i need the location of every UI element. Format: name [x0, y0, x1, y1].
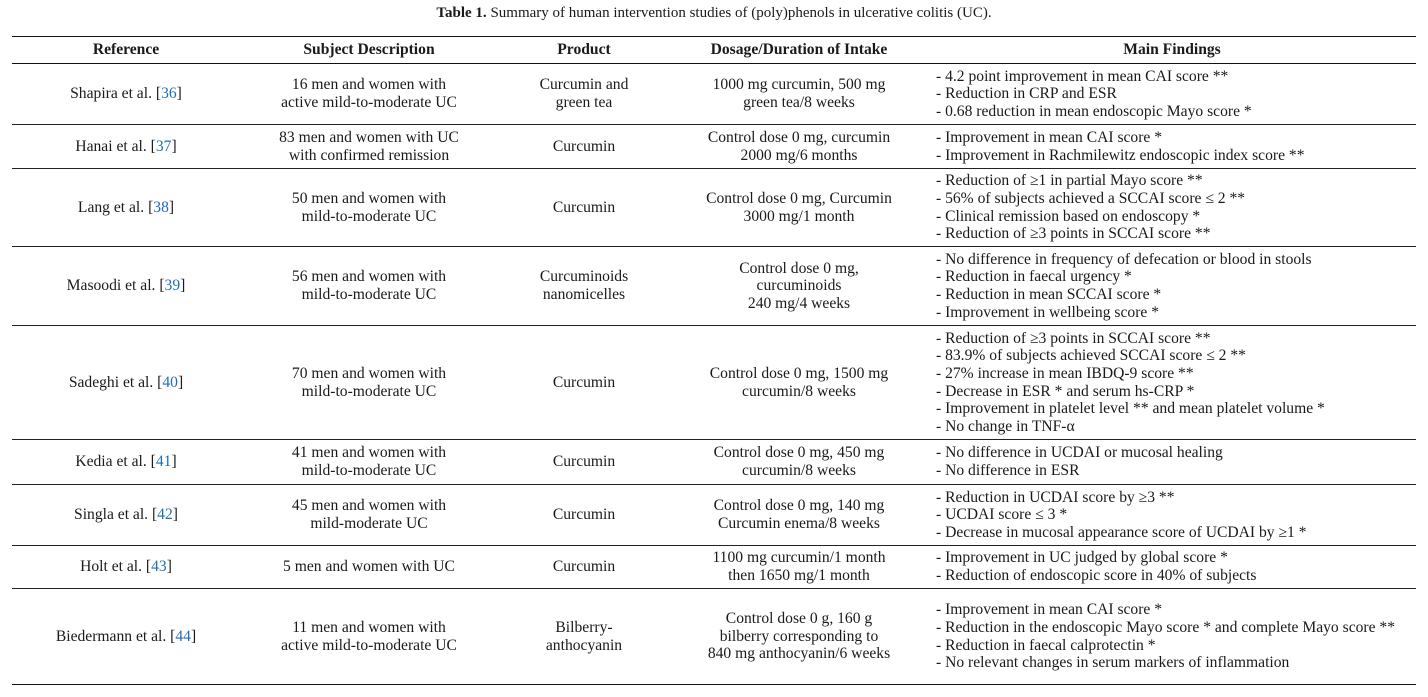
dosage-line: Control dose 0 g, 160 g	[725, 610, 873, 628]
dosage-line: 1100 mg curcumin/1 month	[712, 549, 886, 567]
finding-item: - Reduction in faecal calprotectin *	[936, 636, 1156, 654]
reference-cell: Sadeghi et al. [40]	[68, 373, 184, 391]
table-row	[12, 546, 1416, 589]
dosage-line: Control dose 0 mg, 450 mg	[713, 444, 885, 462]
subject-description-line: mild-to-moderate UC	[301, 286, 437, 303]
finding-item: - Reduction of ≥1 in partial Mayo score **	[936, 172, 1203, 190]
subject-description-cell	[240, 169, 498, 247]
reference-link[interactable]: 36	[161, 85, 177, 103]
main-findings-cell	[928, 485, 1416, 546]
reference-author: Shapira et al.	[70, 85, 152, 103]
reference-author: Biedermann et al.	[55, 627, 167, 645]
product-cell	[498, 326, 670, 440]
reference-link[interactable]: 38	[153, 198, 169, 216]
product-line: Curcuminoids	[539, 268, 629, 286]
table-caption-text: Summary of human intervention studies of (poly)phenols in ulcerative colitis (UC).	[490, 5, 992, 21]
finding-item: - 0.68 reduction in mean endoscopic Mayo score *	[936, 102, 1252, 120]
finding-item: - 4.2 point improvement in mean CAI score **	[936, 67, 1229, 85]
reference-author: Holt et al.	[80, 558, 143, 576]
dosage-line: 1000 mg curcumin, 500 mg	[712, 76, 886, 94]
dosage-cell	[670, 247, 928, 326]
reference-author: Kedia et al.	[75, 453, 147, 471]
reference-link[interactable]: 42	[157, 506, 173, 524]
reference-cell: Kedia et al. [41]	[75, 453, 177, 471]
main-findings-cell	[928, 125, 1416, 169]
finding-item: - Reduction in UCDAI score by ≥3 **	[936, 488, 1175, 506]
subject-description-line: with confirmed remission	[288, 146, 450, 164]
finding-item: - No difference in UCDAI or mucosal healing	[936, 444, 1223, 462]
finding-item: - No relevant changes in serum markers of inflammation	[936, 654, 1290, 672]
product-line: nanomicelles	[542, 286, 626, 303]
table-row	[12, 440, 1416, 485]
dosage-line: Curcumin enema/8 weeks	[718, 515, 880, 532]
dosage-line: green tea/8 weeks	[743, 94, 855, 111]
main-findings-cell	[928, 64, 1416, 125]
product-cell	[498, 546, 670, 589]
reference-author: Sadeghi et al.	[68, 373, 154, 391]
reference-link[interactable]: 41	[155, 453, 172, 471]
reference-cell: Lang et al. [38]	[77, 198, 175, 216]
dosage-line: 2000 mg/6 months	[740, 146, 858, 164]
finding-item: - Improvement in platelet level ** and mean platelet volume *	[936, 400, 1325, 418]
subject-description-line: 70 men and women with	[291, 364, 447, 382]
dosage-cell	[670, 485, 928, 546]
subject-description-cell	[240, 440, 498, 485]
subject-description-cell	[240, 64, 498, 125]
product-line: Bilberry-	[555, 618, 613, 636]
product-line: anthocyanin	[545, 636, 623, 654]
dosage-line: curcuminoids	[756, 277, 842, 295]
dosage-line: Control dose 0 mg, Curcumin	[706, 189, 892, 207]
product-cell	[498, 589, 670, 685]
table-row	[12, 247, 1416, 326]
subject-description-line: mild-to-moderate UC	[301, 207, 437, 225]
subject-description-line: 5 men and women with UC	[283, 558, 455, 576]
reference-link[interactable]: 37	[155, 137, 172, 155]
product-line: Curcumin	[552, 373, 616, 391]
product-line: Curcumin	[552, 506, 616, 524]
subject-description-cell	[240, 125, 498, 169]
product-cell	[498, 247, 670, 326]
product-cell	[498, 125, 670, 169]
dosage-line: Control dose 0 mg, curcumin	[707, 128, 891, 146]
subject-description-line: mild-to-moderate UC	[301, 382, 437, 400]
product-line: Curcumin	[552, 198, 616, 216]
finding-item: - Reduction in CRP and ESR	[936, 85, 1117, 103]
finding-item: - 27% increase in mean IBDQ-9 score **	[936, 364, 1194, 382]
reference-link[interactable]: 44	[175, 627, 191, 645]
dosage-line: curcumin/8 weeks	[742, 382, 856, 400]
reference-cell: Masoodi et al. [39]	[66, 277, 186, 295]
finding-item: - Improvement in mean CAI score *	[936, 128, 1163, 146]
dosage-cell	[670, 589, 928, 685]
dosage-line: Control dose 0 mg,	[739, 259, 859, 277]
table-row	[12, 125, 1416, 169]
dosage-cell	[670, 64, 928, 125]
dosage-cell	[670, 326, 928, 440]
reference-link[interactable]: 43	[151, 558, 167, 576]
subject-description-cell	[240, 247, 498, 326]
dosage-line: 240 mg/4 weeks	[747, 294, 851, 312]
finding-item: - No difference in ESR	[936, 462, 1080, 479]
main-findings-cell	[928, 169, 1416, 247]
finding-item: - Reduction of ≥3 points in SCCAI score **	[936, 225, 1211, 243]
reference-cell: Singla et al. [42]	[74, 506, 178, 524]
finding-item: - Reduction of ≥3 points in SCCAI score **	[936, 329, 1211, 347]
studies-table	[12, 36, 1416, 685]
dosage-cell	[670, 546, 928, 589]
dosage-cell	[670, 169, 928, 247]
finding-item: - No difference in frequency of defecation or blood in stools	[936, 250, 1312, 268]
subject-description-line: active mild-to-moderate UC	[281, 636, 457, 654]
reference-cell: Hanai et al. [37]	[75, 137, 177, 155]
main-findings-cell	[928, 589, 1416, 685]
subject-description-cell	[240, 589, 498, 685]
table-row	[12, 485, 1416, 546]
dosage-cell	[670, 440, 928, 485]
main-findings-cell	[928, 247, 1416, 326]
table-row	[12, 326, 1416, 440]
reference-cell: Biedermann et al. [44]	[55, 627, 197, 645]
reference-cell: Shapira et al. [36]	[70, 85, 182, 103]
finding-item: - Decrease in mucosal appearance score of UCDAI by ≥1 *	[936, 523, 1307, 541]
table-body	[12, 64, 1416, 685]
product-line: Curcumin	[552, 558, 616, 576]
header-dosage: Dosage/Duration of Intake	[710, 41, 888, 59]
table-row	[12, 589, 1416, 685]
finding-item: - Improvement in Rachmilewitz endoscopic index score **	[936, 146, 1305, 164]
dosage-line: curcumin/8 weeks	[742, 462, 856, 479]
header-subject-description: Subject Description	[303, 41, 435, 59]
finding-item: - Reduction in faecal urgency *	[936, 268, 1132, 286]
finding-item: - UCDAI score ≤ 3 *	[936, 506, 1068, 524]
finding-item: - Improvement in mean CAI score *	[936, 601, 1163, 619]
finding-item: - Decrease in ESR * and serum hs-CRP *	[936, 382, 1195, 400]
product-cell	[498, 440, 670, 485]
product-line: green tea	[555, 94, 613, 111]
table-caption-label: Table 1.	[436, 5, 487, 21]
subject-description-line: 45 men and women with	[291, 497, 447, 515]
finding-item: - No change in TNF-α	[936, 417, 1075, 435]
subject-description-line: 41 men and women with	[291, 444, 447, 462]
subject-description-line: 56 men and women with	[291, 268, 447, 286]
subject-description-line: 16 men and women with	[291, 76, 447, 94]
reference-link[interactable]: 39	[164, 277, 181, 295]
reference-author: Lang et al.	[77, 198, 145, 216]
table-caption	[0, 3, 1428, 23]
dosage-line: Control dose 0 mg, 140 mg	[713, 497, 885, 515]
finding-item: - 56% of subjects achieved a SCCAI score ≤ 2 **	[936, 189, 1246, 207]
finding-item: - Reduction in mean SCCAI score *	[936, 286, 1162, 303]
header-main-findings: Main Findings	[1123, 41, 1221, 59]
reference-link[interactable]: 40	[162, 373, 178, 391]
product-cell	[498, 169, 670, 247]
reference-author: Singla et al.	[74, 506, 149, 524]
table-row	[12, 169, 1416, 247]
finding-item: - Reduction in the endoscopic Mayo score * and complete Mayo score **	[936, 618, 1396, 636]
dosage-line: 840 mg anthocyanin/6 weeks	[707, 645, 891, 663]
header-reference: Reference	[92, 41, 160, 59]
table-header	[12, 37, 1416, 64]
header-product: Product	[557, 41, 611, 59]
subject-description-line: mild-to-moderate UC	[301, 462, 437, 479]
dosage-line: 3000 mg/1 month	[743, 207, 855, 225]
main-findings-cell	[928, 440, 1416, 485]
subject-description-line: 11 men and women with	[292, 618, 446, 636]
table-row	[12, 64, 1416, 125]
finding-item: - 83.9% of subjects achieved SCCAI score ≤ 2 **	[936, 347, 1246, 365]
subject-description-line: mild-moderate UC	[310, 515, 428, 532]
subject-description-cell	[240, 485, 498, 546]
finding-item: - Improvement in UC judged by global score *	[936, 549, 1228, 567]
dosage-line: bilberry corresponding to	[719, 627, 879, 645]
subject-description-cell	[240, 546, 498, 589]
main-findings-cell	[928, 326, 1416, 440]
subject-description-line: 50 men and women with	[291, 189, 447, 207]
product-cell	[498, 64, 670, 125]
dosage-line: then 1650 mg/1 month	[728, 567, 870, 584]
dosage-line: Control dose 0 mg, 1500 mg	[709, 364, 889, 382]
reference-cell: Holt et al. [43]	[80, 558, 172, 576]
product-line: Curcumin	[552, 453, 616, 471]
finding-item: - Reduction of endoscopic score in 40% of subjects	[936, 567, 1257, 584]
product-line: Curcumin and	[539, 76, 629, 94]
subject-description-cell	[240, 326, 498, 440]
dosage-cell	[670, 125, 928, 169]
finding-item: - Clinical remission based on endoscopy *	[936, 207, 1201, 225]
main-findings-cell	[928, 546, 1416, 589]
reference-author: Hanai et al.	[75, 137, 147, 155]
product-cell	[498, 485, 670, 546]
product-line: Curcumin	[552, 137, 616, 155]
subject-description-line: 83 men and women with UC	[279, 128, 459, 146]
finding-item: - Improvement in wellbeing score *	[936, 303, 1160, 321]
header-row	[12, 37, 1416, 64]
reference-author: Masoodi et al.	[66, 277, 156, 295]
subject-description-line: active mild-to-moderate UC	[281, 94, 457, 111]
